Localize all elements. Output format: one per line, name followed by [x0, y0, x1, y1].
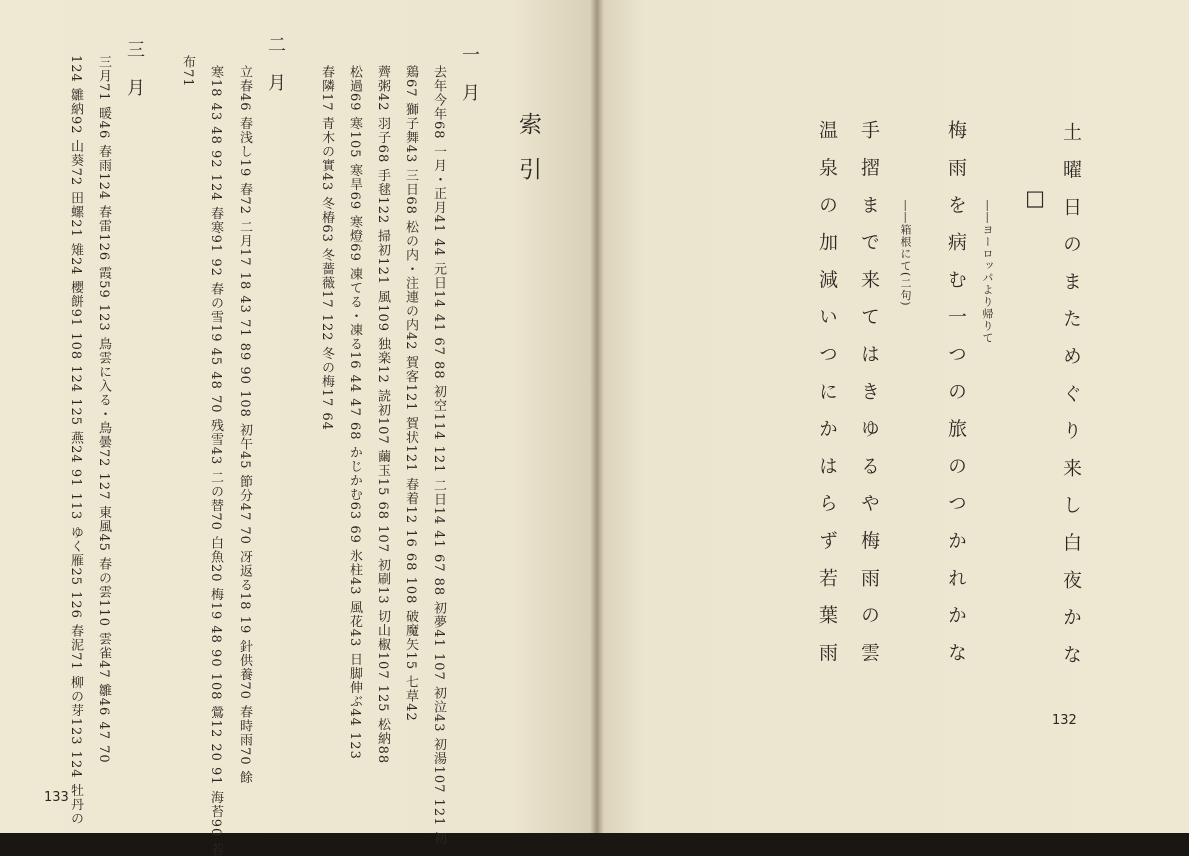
index-column: 松過69 寒105 寒旱69 寒燈69 凍てる・凍る16 44 47 68 かじかむ63 69 氷柱43 風花43 日脚伸ぶ44 123: [347, 65, 362, 760]
haiku-poem: 温泉の加減いつにかはらず若葉雨: [816, 120, 838, 680]
page-number-right: 132: [1052, 713, 1077, 728]
book-gutter: [590, 0, 604, 833]
index-column: 春隣17 青木の實43 冬椿63 冬薔薇17 122 冬の梅17 64: [319, 65, 334, 431]
index-column: 去年今年68 一月・正月41 44 元日14 41 67 88 初空114 121 二日14 41 67 88 初夢41 107 初泣43 初湯107 121 初: [431, 65, 446, 846]
haiku-poem: 手摺まで来てはきゆるや梅雨の雲: [858, 120, 880, 680]
haiku-preface: ――箱根にて(二句): [899, 200, 912, 307]
page-number-left: 133: [44, 790, 69, 805]
index-column: 一月: [459, 45, 480, 121]
index-column: 三月: [124, 40, 145, 116]
index-title: 索引: [515, 112, 541, 202]
index-column: 布71: [180, 55, 195, 88]
haiku-heading: 土曜日のまためぐり来し白夜かな: [1060, 122, 1082, 682]
index-column: 立春46 春浅し19 春72 二月17 18 43 71 89 90 108 初午45 節分47 70 冴返る18 19 針供養70 春時雨70 餘: [237, 65, 252, 785]
right-page: [597, 0, 1189, 833]
haiku-poem: 梅雨を病む一つの旅のつかれかな: [945, 120, 967, 680]
index-column: 二月: [265, 35, 286, 111]
index-column: 鶏67 獅子舞43 三日68 松の内・注連の内42 賀客121 賀状121 春着12 16 68 108 破魔矢15 七草42: [403, 65, 418, 722]
index-column: 寒18 43 48 92 124 春寒91 92 春の雪19 45 48 70 残雪43 二の替70 白魚20 梅19 48 90 108 鶯12 20 91 海苔90 若: [208, 65, 223, 856]
haiku-preface: ――ヨーロッパより帰りて: [981, 200, 994, 344]
index-column: 薺粥42 羽子68 手毬122 掃初121 風109 独楽12 読初107 繭玉15 68 107 初刷13 切山椒107 125 松納88: [375, 65, 390, 765]
section-box: □: [1023, 186, 1047, 210]
index-column: 三月71 暖46 春雨124 春雷126 霞59 123 鳥雲に入る・鳥曇72 127 東風45 春の雲110 雲雀47 雛46 47 70: [96, 55, 111, 764]
index-column: 124 雛納92 山葵72 田螺21 雉24 櫻餅91 108 124 125 燕24 91 113 ゆく雁25 126 春泥71 柳の芽123 124 牡丹の: [68, 55, 83, 826]
